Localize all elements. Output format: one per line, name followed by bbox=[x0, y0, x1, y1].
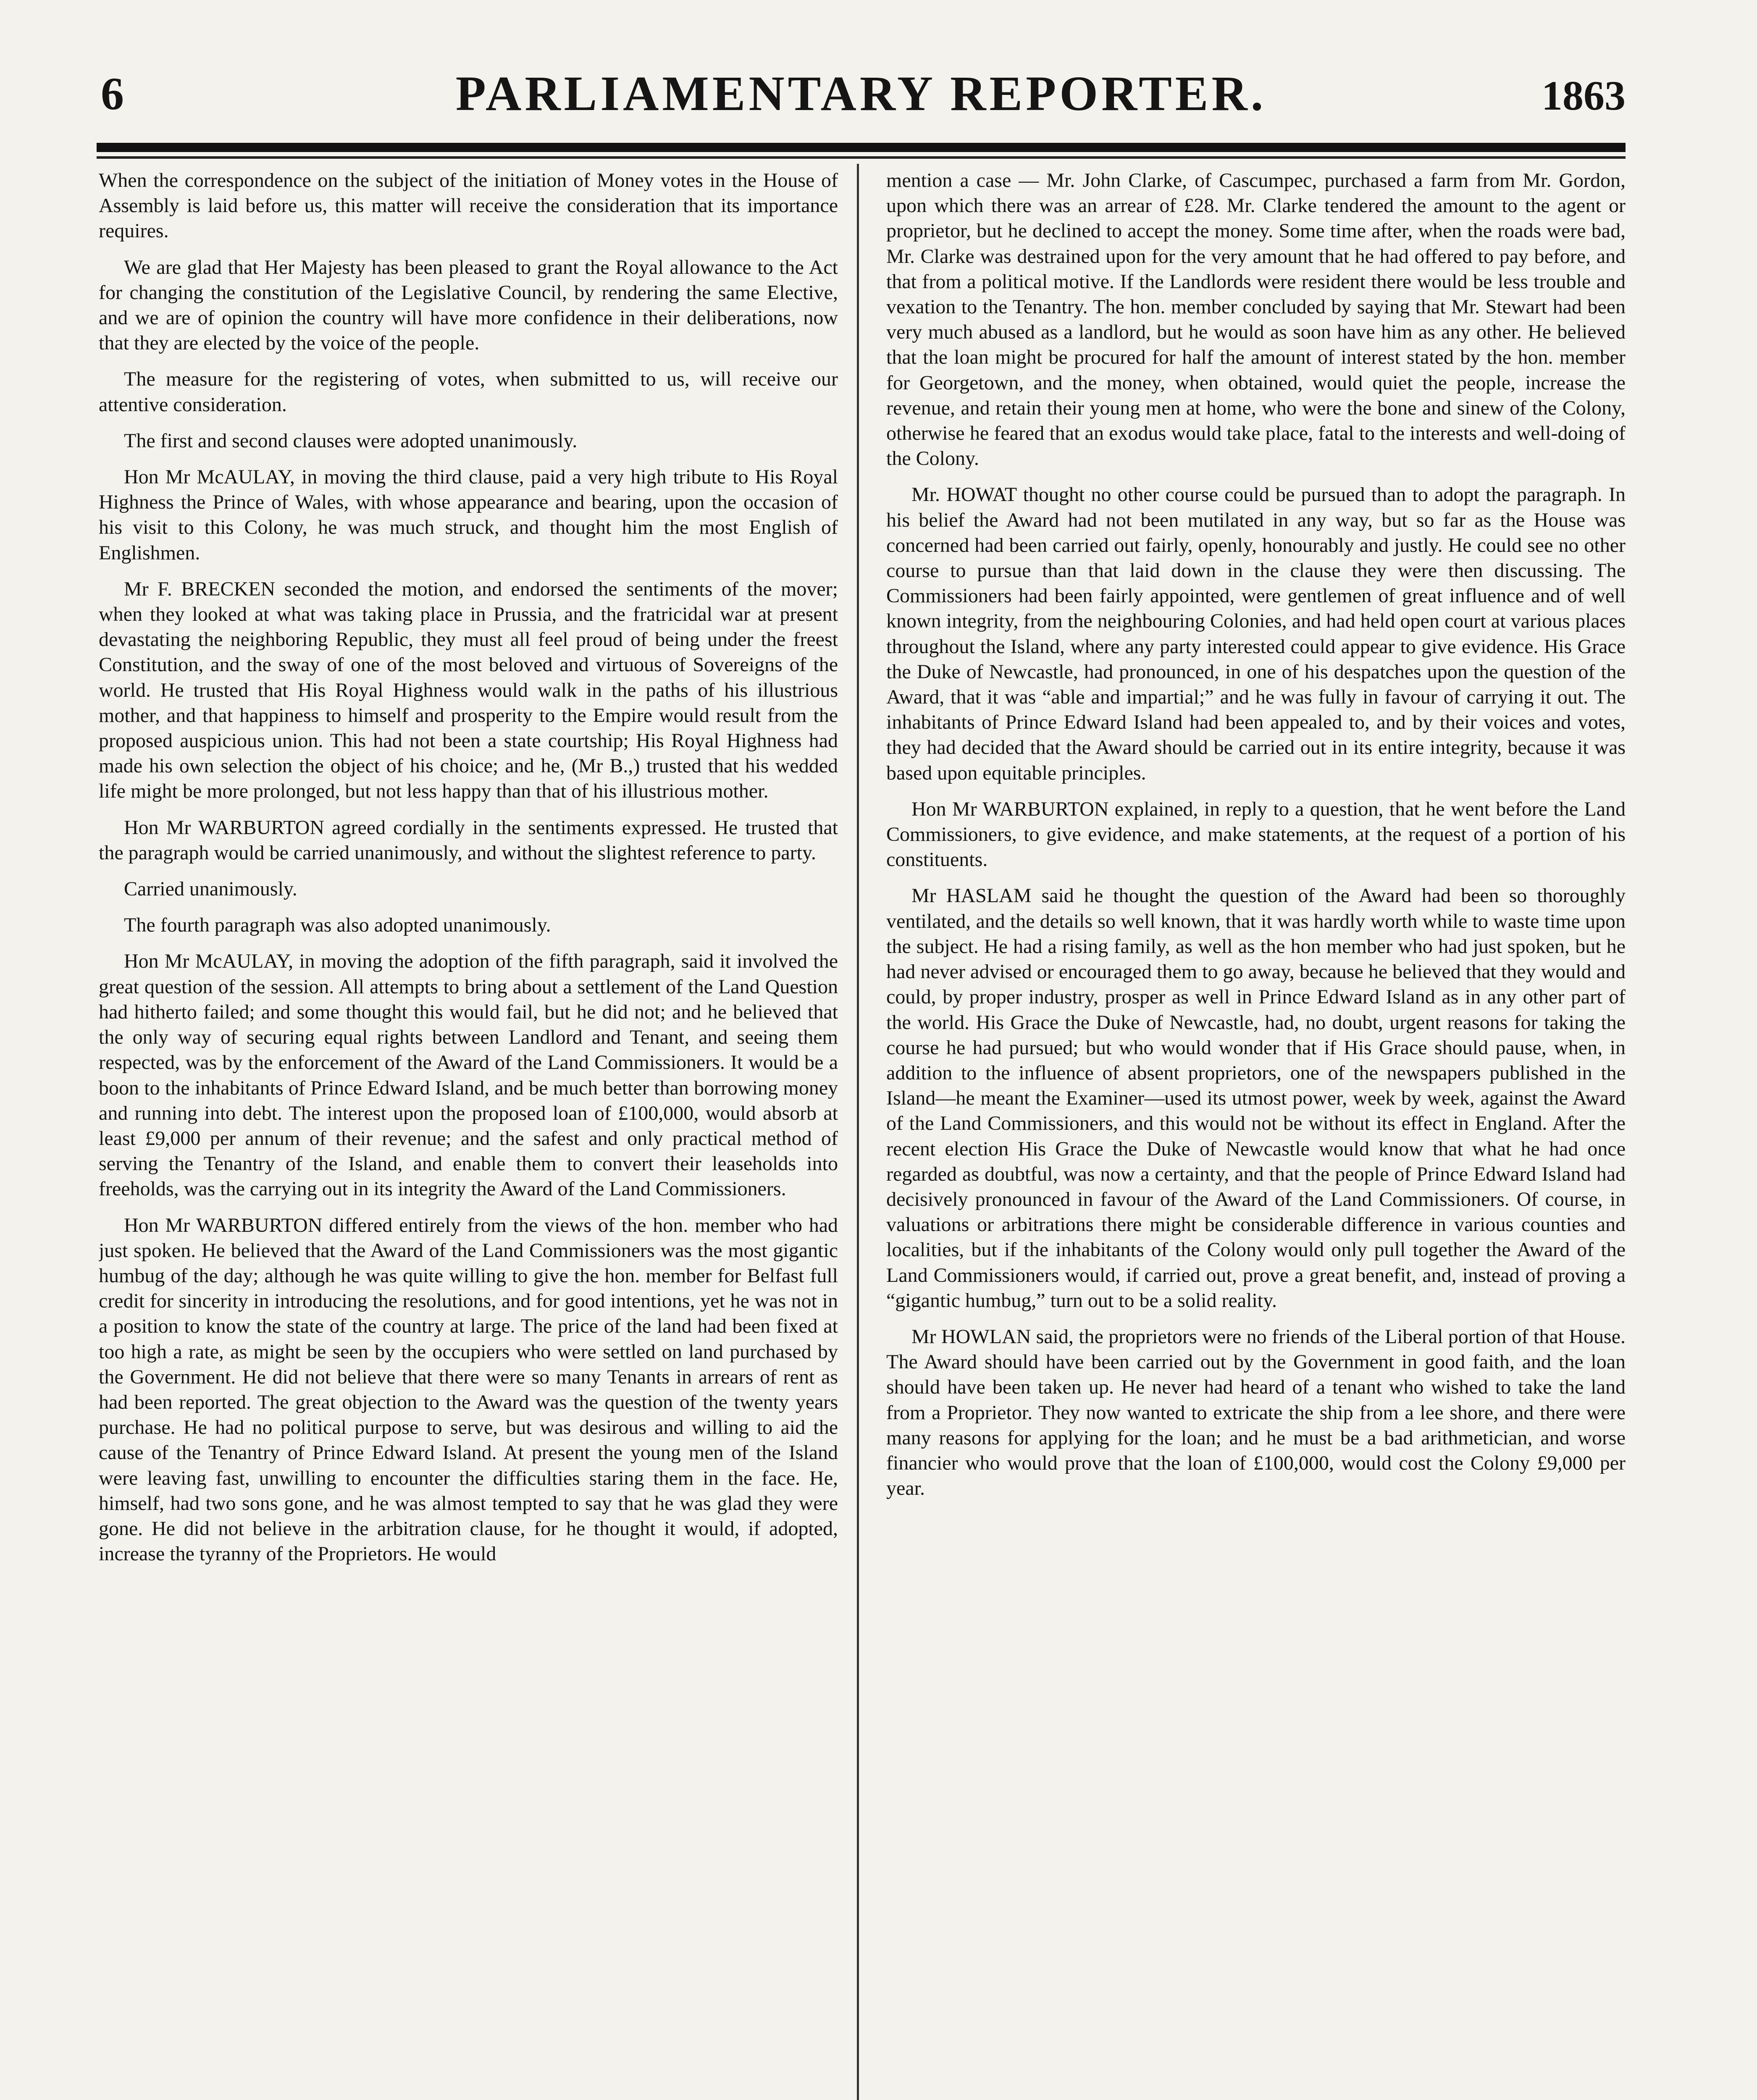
masthead-year: 1863 bbox=[1542, 72, 1626, 119]
paragraph: Hon Mr McAULAY, in moving the adoption of the fifth paragraph, said it involved the great question of the session. All attempts to bring about a settlement of the Land Question had hitherto failed; and some thought this would fail, but he did not; and he believed that the only way of securing equal rights between Landlord and Tenant, and seeing them respected, was by the enforcement of the Award of the Land Commissioners. It would be a boon to the inhabitants of Prince Edward Island, and be much better than borrowing money and running into debt. The interest upon the proposed loan of £100,000, would absorb at least £9,000 per annum of their revenue; and the safest and only practical method of serving the Tenantry of the Island, and enable them to convert their leaseholds into freeholds, was the carrying out in its integrity the Award of the Land Commissioners. bbox=[99, 950, 838, 1200]
paragraph: Hon Mr WARBURTON agreed cordially in the sentiments expressed. He trusted that the paragraph would be carried unanimously, and without the slightest reference to party. bbox=[99, 816, 838, 864]
page-number: 6 bbox=[101, 68, 124, 119]
paragraph: The measure for the registering of votes, when submitted to us, will receive our attentive consideration. bbox=[99, 368, 838, 416]
masthead-title: PARLIAMENTARY REPORTER. bbox=[455, 66, 1267, 121]
left-column bbox=[99, 168, 838, 2100]
column-divider bbox=[857, 164, 859, 2100]
paragraph: Mr HOWLAN said, the proprietors were no friends of the Liberal portion of that House. The Award should have been carried out by the Government in good faith, and the loan should have been taken up. He never had heard of a tenant who wished to take the land from a Proprietor. They now wanted to extricate the ship from a lee shore, and there were many reasons for applying for the loan; and he must be a bad arithmetician, and worse financier who would prove that the loan of £100,000, would cost the Colony £9,000 per year. bbox=[886, 1325, 1626, 1500]
right-column bbox=[886, 168, 1626, 2100]
paragraph: We are glad that Her Majesty has been pleased to grant the Royal allowance to the Act for changing the constitution of the Legislative Council, by rendering the same Elective, and we are of opinion the country will have more confidence in their deliberations, now that they are elected by the voice of the people. bbox=[99, 256, 838, 354]
paragraph: mention a case — Mr. John Clarke, of Cascumpec, purchased a farm from Mr. Gordon, upon which there was an arrear of £28. Mr. Clarke tendered the amount to the agent or proprietor, but he declined to accept the money. Some time after, when the roads were bad, Mr. Clarke was destrained upon for the very amount that he had offered to pay before, and that from a political motive. If the Landlords were resident there would be less trouble and vexation to the Tenantry. The hon. member concluded by saying that Mr. Stewart had been very much abused as a landlord, but he would as soon have him as any other. He believed that the loan might be procured for half the amount of interest stated by the hon. member for Georgetown, and the money, when obtained, would quiet the people, increase the revenue, and retain their young men at home, who were the bone and sinew of the Colony, otherwise he feared that an exodus would take place, fatal to the interests and well-doing of the Colony. bbox=[886, 169, 1626, 470]
header-rule-thin bbox=[97, 156, 1626, 159]
paragraph: Hon Mr WARBURTON differed entirely from the views of the hon. member who had just spoken. He believed that the Award of the Land Commissioners was the most gigantic humbug of the day; although he was quite willing to give the hon. member for Belfast full credit for sincerity in introducing the resolutions, and for good intentions, yet he was not in a position to know the state of the country at large. The price of the land had been fixed at too high a rate, as might be seen by the occupiers who were settled on land purchased by the Government. He did not believe that there were so many Tenants in arrears of rent as had been reported. The great objection to the Award was the question of the twenty years purchase. He had no political purpose to serve, but was desirous and willing to aid the cause of the Tenantry of Prince Edward Island. At present the young men of the Island were leaving fast, unwilling to encounter the difficulties staring them in the face. He, himself, had two sons gone, and he was almost tempted to say that he was glad they were gone. He did not believe in the arbitration clause, for he thought it would, if adopted, increase the tyranny of the Proprietors. He would bbox=[99, 1214, 838, 1565]
paragraph: Hon Mr McAULAY, in moving the third clause, paid a very high tribute to His Royal Highness the Prince of Wales, with whose appearance and bearing, upon the occasion of his visit to this Colony, he was much struck, and thought him the most English of Englishmen. bbox=[99, 466, 838, 564]
page-header bbox=[97, 63, 1626, 134]
paragraph: Mr HASLAM said he thought the question of the Award had been so thoroughly ventilated, and the details so well known, that it was hardly worth while to waste time upon the subject. He had a rising family, as well as the hon member who had just spoken, but he had never advised or encouraged them to go away, because he believed that they would and could, by proper industry, prosper as well in Prince Edward Island as in any other part of the world. His Grace the Duke of Newcastle, had, no doubt, urgent reasons for taking the course he had pursued; but who would wonder that if His Grace should pause, when, in addition to the influence of absent proprietors, one of the newspapers published in the Island—he meant the Examiner—used its utmost power, week by week, against the Award of the Land Commissioners, and this would not be without its effect in England. After the recent election His Grace the Duke of Newcastle would know that what he had once regarded as doubtful, was now a certainty, and that the people of Prince Edward Island had decisively pronounced in favour of the Award of the Land Commissioners. Of course, in valuations or arbitrations there might be considerable difference in various counties and localities, but if the inhabitants of the Colony would only pull together the Award of the Land Commissioners would, if carried out, prove a great benefit, and, instead of proving a “gigantic humbug,” turn out to be a solid reality. bbox=[886, 885, 1626, 1312]
paragraph: Mr. HOWAT thought no other course could be pursued than to adopt the paragraph. In his belief the Award had not been mutilated in any way, but so far as the House was concerned had been carried out fairly, openly, honourably and justly. He could see no other course to pursue than that laid down in the clause they were then discussing. The Commissioners had been fairly appointed, were gentlemen of great influence and of well known integrity, from the neighbouring Colonies, and had held open court at various places throughout the Island, where any party interested could appear to give evidence. His Grace the Duke of Newcastle, had pronounced, in one of his despatches upon the question of the Award, that it was “able and impartial;” and he was fully in favour of carrying it out. The inhabitants of Prince Edward Island had been appealed to, and by their voices and votes, they had decided that the Award should be carried out in its entire integrity, because it was based upon equitable principles. bbox=[886, 483, 1626, 784]
paragraph: When the correspondence on the subject of the initiation of Money votes in the House of Assembly is laid before us, this matter will receive the consideration that its importance requires. bbox=[99, 169, 838, 242]
paragraph: Carried unanimously. bbox=[124, 878, 297, 900]
paragraph: The fourth paragraph was also adopted unanimously. bbox=[124, 914, 551, 937]
paragraph: Hon Mr WARBURTON explained, in reply to a question, that he went before the Land Commissioners, to give evidence, and make statements, at the request of a portion of his constituents. bbox=[886, 798, 1626, 871]
paragraph: The first and second clauses were adopted unanimously. bbox=[124, 429, 578, 452]
paragraph: Mr F. BRECKEN seconded the motion, and endorsed the sentiments of the mover; when they looked at what was taking place in Prussia, and the fratricidal war at present devastating the neighboring Republic, they must all feel proud of being under the freest Constitution, and the sway of one of the most beloved and virtuous of Sovereigns of the world. He trusted that His Royal Highness would walk in the paths of his illustrious mother, and that happiness to himself and prosperity to the Empire would result from the proposed auspicious union. This had not been a state courtship; His Royal Highness had made his own selection the object of his choice; and he, (Mr B.,) trusted that his wedded life might be more prolonged, but not less happy than that of his illustrious mother. bbox=[99, 578, 838, 803]
header-rule-thick bbox=[97, 143, 1626, 152]
